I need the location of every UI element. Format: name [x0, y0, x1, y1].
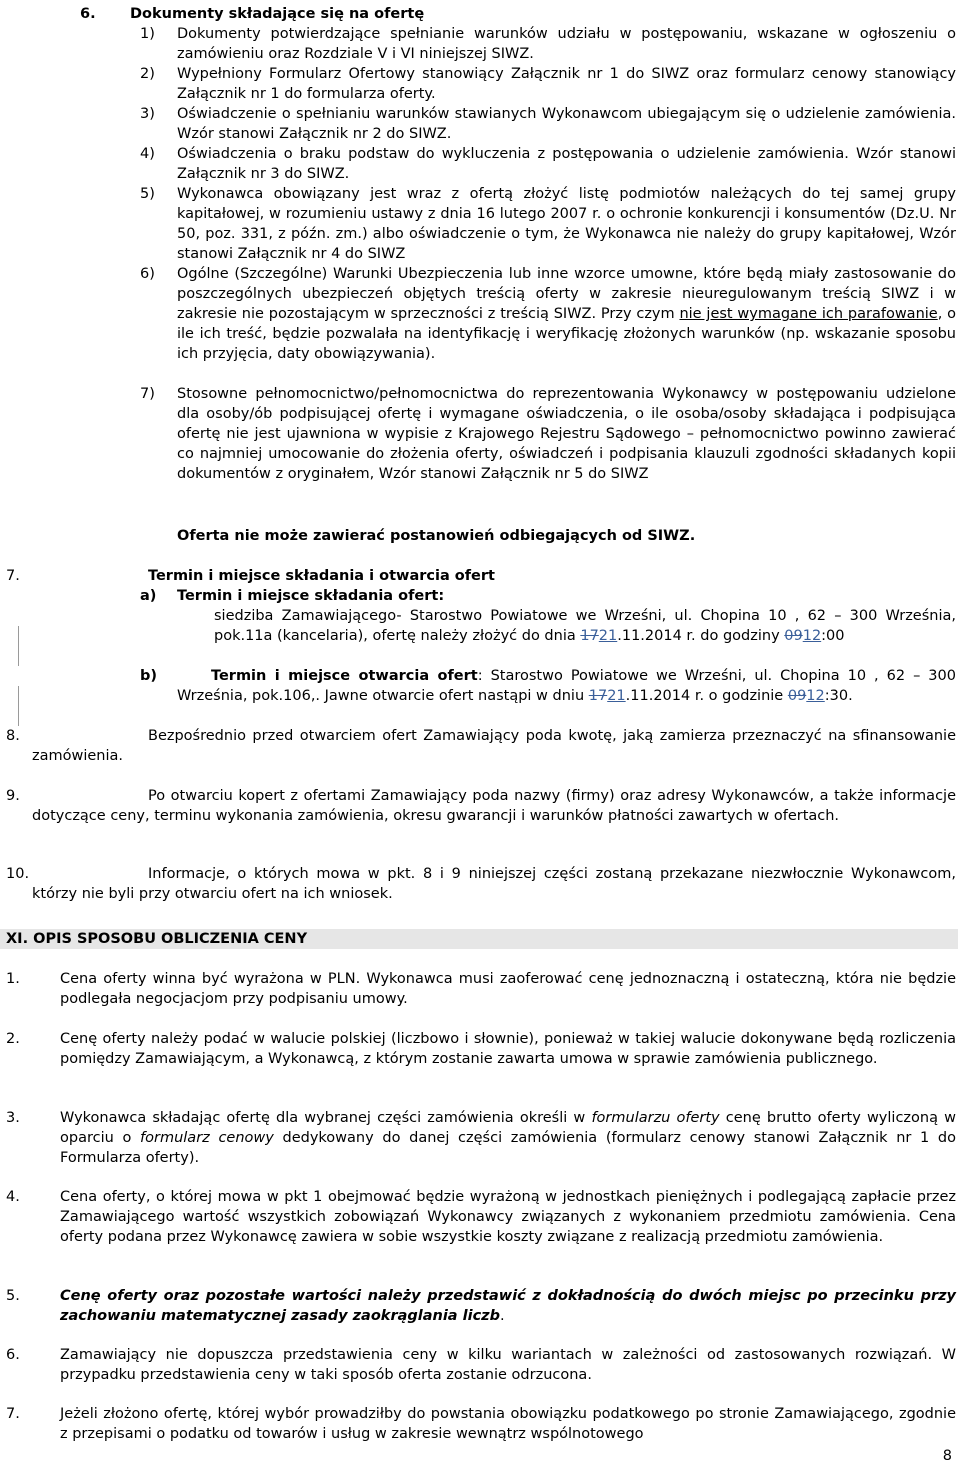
s6-notice: Oferta nie może zawierać postanowień odbiegających od SIWZ. — [177, 528, 696, 544]
section-9-number: 9. — [6, 788, 20, 804]
section-8-number: 8. — [6, 728, 20, 744]
xi-4-text: Cena oferty, o której mowa w pkt 1 obejmować będzie wyrażoną w jednostkach pieniężnych i podlegającą zapłacie przez Zamawiającego wartość wszystkich zobowiązań Wykonawcy związanych z wykonaniem przedmiotu zamówienia. Cena oferty podana przez Wykonawcę zawiera w sobie wszystkie koszty związane z realizacją przedmiotu zamówienia. — [60, 1189, 956, 1245]
s7-a-text: siedziba Zamawiającego- Starostwo Powiatowe we Wrześni, ul. Chopina 10 , 62 – 300 Września, pok.11a (kancelaria), ofertę należy złożyć do dnia 1721.11.2014 r. do godziny 0912:00 — [214, 608, 956, 644]
xi-5-number: 5. — [6, 1288, 20, 1304]
section-10-text: Informacje, o których mowa w pkt. 8 i 9 niniejszej części zostaną przekazane niezwłocznie Wykonawcom, którzy nie byli przy otwarciu ofert na ich wniosek. — [32, 866, 956, 902]
xi-6-number: 6. — [6, 1347, 20, 1363]
xi-3-number: 3. — [6, 1110, 20, 1126]
s6-item-5: 5) Wykonawca obowiązany jest wraz z ofertą złożyć listę podmiotów należących do tej samej grupy kapitałowej, w rozumieniu ustawy z dnia 16 lutego 2007 r. o ochronie konkurencji i konsumentów (Dz.U. Nr 50, poz. 331, z późn. zm.) albo oświadczenie o tym, że Wykonawca nie należy do grupy kapitałowej, Wzór stanowi Załącznik nr 4 do SIWZ — [140, 186, 956, 262]
change-bar — [18, 686, 19, 726]
s6-item-7: 7) Stosowne pełnomocnictwo/pełnomocnictwa do reprezentowania Wykonawcy w postępowaniu udzielone dla osoby/ób podpisującej ofertę i wymagane oświadczenia, o ile osoba/osoby składająca i podpisująca ofertę nie jest ujawniona w wypisie z Krajowego Rejestru Sądowego – pełnomocnictwo powinno zawierać co najmniej umocowanie do złożenia oferty, oświadczeń i podpisania klauzuli zgodności składanych kopii dokumentów z oryginałem, Wzór stanowi Załącznik nr 5 do SIWZ — [140, 386, 956, 482]
section-8-text: Bezpośrednio przed otwarciem ofert Zamawiający poda kwotę, jaką zamierza przeznaczyć na sfinansowanie zamówienia. — [32, 728, 956, 764]
underlined-phrase: nie jest wymagane ich parafowanie — [679, 306, 938, 322]
xi-4-number: 4. — [6, 1189, 20, 1205]
s7-a-heading: Termin i miejsce składania ofert: — [177, 588, 445, 604]
xi-2-number: 2. — [6, 1031, 20, 1047]
xi-7-number: 7. — [6, 1406, 20, 1422]
section-7-title: Termin i miejsce składania i otwarcia ofert — [148, 568, 495, 584]
section-9-text: Po otwarciu kopert z ofertami Zamawiający poda nazwy (firmy) oraz adresy Wykonawców, a także informacje dotyczące ceny, terminu wykonania zamówienia, okresu gwarancji i warunków płatności zawartych w ofertach. — [32, 788, 956, 824]
s6-item-6: 6) Ogólne (Szczególne) Warunki Ubezpieczenia lub inne wzorce umowne, które będą miały zastosowanie do poszczególnych ubezpieczeń objętych treścią oferty w zakresie nieuregulowanym treścią SIWZ i w zakresie nie pozostającym w sprzeczności z treścią SIWZ. Przy czym nie jest wymagane ich parafowanie, o ile ich treść, będzie pozwalała na identyfikację i weryfikację złożonych warunków (np. wskazanie sposobu ich przyjęcia, daty obowiązywania). — [140, 266, 957, 362]
s7-b-text: Termin i miejsce otwarcia ofert: Starostwo Powiatowe we Wrześni, ul. Chopina 10 , 62 – 300 Września, pok.106,. Jawne otwarcie ofert nastąpi w dniu 1721.11.2014 r. o godzinie 0912:30. — [177, 668, 956, 704]
s7-a-label: a) — [140, 588, 157, 604]
xi-5-text: Cenę oferty oraz pozostałe wartości należy przedstawić z dokładnością do dwóch miejsc po przecinku przy zachowaniu matematycznej zasady zaokrąglania liczb. — [60, 1288, 956, 1324]
section-6-title: Dokumenty składające się na ofertę — [130, 6, 425, 22]
xi-1-text: Cena oferty winna być wyrażona w PLN. Wykonawca musi zaoferować cenę jednoznaczną i ostateczną, która nie będzie podlegała negocjacjom przy podpisaniu umowy. — [60, 971, 956, 1007]
change-bar — [18, 626, 19, 666]
xi-2-text: Cenę oferty należy podać w walucie polskiej (liczbowo i słownie), ponieważ w takiej walucie dokonywane będą rozliczenia pomiędzy Zamawiającym, a Wykonawcą, z którym zostanie zawarta umowa w sprawie zamówienia publicznego. — [60, 1031, 956, 1067]
section-10-number: 10. — [6, 866, 30, 882]
s6-item-1: 1) Dokumenty potwierdzające spełnianie warunków udziału w postępowaniu, wskazane w ogłoszeniu o zamówieniu oraz Rozdziale V i VI niniejszej SIWZ. — [140, 26, 956, 62]
s6-item-3: 3) Oświadczenie o spełnianiu warunków stawianych Wykonawcom ubiegającym się o udzielenie zamówienia. Wzór stanowi Załącznik nr 2 do SIWZ. — [140, 106, 956, 142]
section-7-number: 7. — [6, 568, 20, 584]
section-xi-title: XI. OPIS SPOSOBU OBLICZENIA CENY — [6, 931, 308, 947]
xi-1-number: 1. — [6, 971, 20, 987]
page-number: 8 — [942, 1448, 952, 1464]
xi-7-text: Jeżeli złożono ofertę, której wybór prowadziłby do powstania obowiązku podatkowego po stronie Zamawiającego, zgodnie z przepisami o podatku od towarów i usług w zakresie wewnątrz wspólnotowego — [60, 1406, 956, 1442]
s7-b-label: b) — [140, 668, 158, 684]
section-6-number: 6. — [80, 6, 96, 22]
s6-item-2: 2) Wypełniony Formularz Ofertowy stanowiący Załącznik nr 1 do SIWZ oraz formularz cenowy stanowiący Załącznik nr 1 do formularza oferty. — [140, 66, 956, 102]
xi-6-text: Zamawiający nie dopuszcza przedstawienia ceny w kilku wariantach w zależności od zastosowanych rozwiązań. W przypadku przedstawienia ceny w taki sposób oferta zostanie odrzucona. — [60, 1347, 956, 1383]
xi-3-text: Wykonawca składając ofertę dla wybranej części zamówienia określi w formularzu oferty cenę brutto oferty wyliczoną w oparciu o formularz cenowy dedykowany do danej części zamówienia (formularz cenowy stanowi Załącznik nr 1 do Formularza oferty). — [60, 1110, 956, 1166]
s6-item-4: 4) Oświadczenia o braku podstaw do wykluczenia z postępowania o udzielenie zamówienia. Wzór stanowi Załącznik nr 3 do SIWZ. — [140, 146, 956, 182]
